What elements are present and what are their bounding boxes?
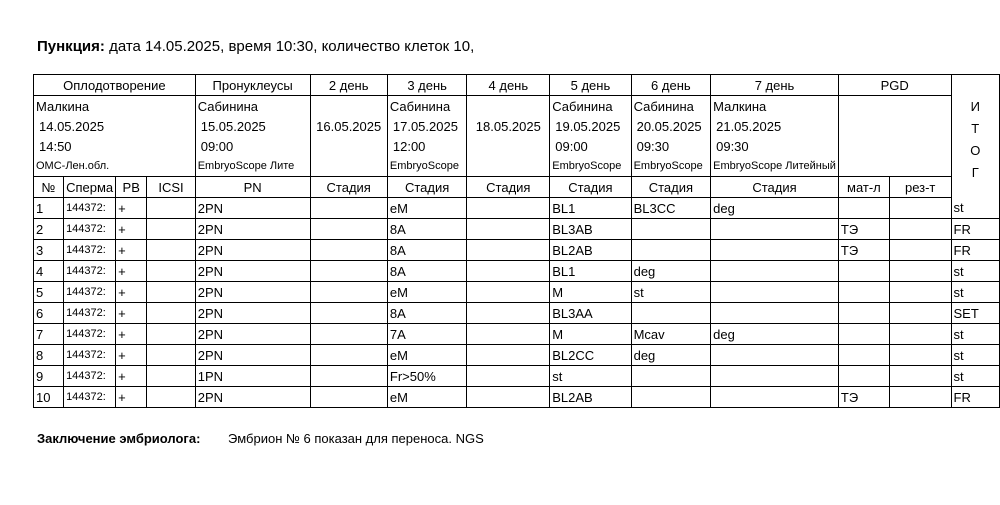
cell-d3: eM: [387, 345, 467, 366]
cell-n: 6: [34, 303, 64, 324]
puncture-header: [37, 38, 474, 55]
cell-sperm: 144372:: [64, 282, 116, 303]
info-place: [838, 156, 951, 177]
cell-d6: Mcav: [631, 324, 711, 345]
conclusion-text: Эмбрион № 6 показан для переноса. NGS: [228, 431, 484, 446]
cell-d4: [467, 198, 550, 219]
column-header: Сперма: [64, 177, 116, 198]
info-place: [467, 156, 550, 177]
cell-icsi: [147, 219, 195, 240]
conclusion-label: Заключение эмбриолога:: [37, 431, 201, 446]
cell-icsi: [147, 303, 195, 324]
cell-d4: [467, 240, 550, 261]
info-date: [838, 116, 951, 136]
cell-itog: SET: [951, 303, 999, 324]
cell-d4: [467, 366, 550, 387]
info-date: 17.05.2025: [387, 116, 467, 136]
cell-d5: BL3AB: [550, 219, 631, 240]
cell-d6: [631, 366, 711, 387]
cell-itog: FR: [951, 387, 999, 408]
cell-pb: +: [116, 240, 147, 261]
cell-mat: [838, 198, 889, 219]
cell-itog: st: [951, 345, 999, 366]
cell-d5: BL3AA: [550, 303, 631, 324]
info-name: [467, 96, 550, 117]
column-header: мат-л: [838, 177, 889, 198]
cell-pb: +: [116, 324, 147, 345]
info-place: EmbryoScope Лите: [195, 156, 310, 177]
info-date: 20.05.2025: [631, 116, 711, 136]
info-date: 15.05.2025: [195, 116, 310, 136]
cell-itog: FR: [951, 219, 999, 240]
info-date: 14.05.2025: [34, 116, 196, 136]
column-header: Стадия: [467, 177, 550, 198]
stage-header: 6 день: [631, 75, 711, 96]
itog-letter: Г: [971, 165, 979, 181]
cell-n: 2: [34, 219, 64, 240]
cell-mat: [838, 303, 889, 324]
column-header: Стадия: [310, 177, 387, 198]
cell-d7: deg: [711, 324, 839, 345]
info-date: 21.05.2025: [711, 116, 839, 136]
cell-d3: 8A: [387, 219, 467, 240]
info-time: 09:30: [631, 136, 711, 156]
info-time: 09:00: [550, 136, 631, 156]
cell-mat: [838, 261, 889, 282]
info-place: EmbryoScope Литейный: [711, 156, 839, 177]
cell-d5: BL2CC: [550, 345, 631, 366]
cell-sperm: 144372:: [64, 345, 116, 366]
cell-icsi: [147, 345, 195, 366]
cell-sperm: 144372:: [64, 240, 116, 261]
cell-pn: 2PN: [195, 198, 310, 219]
cell-d7: [711, 303, 839, 324]
cell-d4: [467, 345, 550, 366]
cell-sperm: 144372:: [64, 261, 116, 282]
cell-itog: st: [951, 324, 999, 345]
cell-d2: [310, 198, 387, 219]
cell-d6: [631, 303, 711, 324]
cell-d7: [711, 219, 839, 240]
cell-n: 1: [34, 198, 64, 219]
info-place: ОМС-Лен.обл.: [34, 156, 196, 177]
cell-sperm: 144372:: [64, 387, 116, 408]
cell-d4: [467, 219, 550, 240]
cell-d5: st: [550, 366, 631, 387]
info-date: 19.05.2025: [550, 116, 631, 136]
cell-mat: ТЭ: [838, 387, 889, 408]
table-row: [34, 282, 1000, 303]
stage-header: 2 день: [310, 75, 387, 96]
puncture-details: дата 14.05.2025, время 10:30, количество клеток 10,: [109, 38, 475, 55]
info-time: [310, 136, 387, 156]
cell-d6: deg: [631, 261, 711, 282]
cell-pn: 2PN: [195, 282, 310, 303]
info-name: [838, 96, 951, 117]
cell-pn: 2PN: [195, 345, 310, 366]
cell-d2: [310, 282, 387, 303]
cell-sperm: 144372:: [64, 198, 116, 219]
cell-d3: 7A: [387, 324, 467, 345]
cell-mat: ТЭ: [838, 219, 889, 240]
column-header: Стадия: [550, 177, 631, 198]
cell-d2: [310, 219, 387, 240]
cell-d6: [631, 240, 711, 261]
cell-d7: [711, 282, 839, 303]
cell-d6: [631, 219, 711, 240]
cell-pn: 2PN: [195, 303, 310, 324]
itog-letter: О: [970, 143, 981, 159]
stage-header: 4 день: [467, 75, 550, 96]
cell-pb: +: [116, 198, 147, 219]
cell-d2: [310, 324, 387, 345]
cell-d3: eM: [387, 282, 467, 303]
info-name: Сабинина: [387, 96, 467, 117]
cell-icsi: [147, 282, 195, 303]
column-header: рез-т: [889, 177, 951, 198]
cell-d2: [310, 303, 387, 324]
info-place: EmbryoScope: [550, 156, 631, 177]
info-name: [310, 96, 387, 117]
itog-letter: И: [970, 99, 980, 115]
column-header: Стадия: [387, 177, 467, 198]
table-row: [34, 303, 1000, 324]
table-row: [34, 261, 1000, 282]
cell-pb: +: [116, 387, 147, 408]
cell-pn: 2PN: [195, 387, 310, 408]
info-name: Сабинина: [550, 96, 631, 117]
cell-sperm: 144372:: [64, 366, 116, 387]
cell-icsi: [147, 366, 195, 387]
cell-rez: [889, 366, 951, 387]
cell-d7: [711, 345, 839, 366]
cell-d7: deg: [711, 198, 839, 219]
cell-d2: [310, 261, 387, 282]
cell-d5: BL1: [550, 198, 631, 219]
cell-itog: st: [951, 282, 999, 303]
cell-itog: st: [951, 366, 999, 387]
cell-rez: [889, 219, 951, 240]
cell-d2: [310, 387, 387, 408]
cell-icsi: [147, 198, 195, 219]
cell-d7: [711, 261, 839, 282]
info-place: [310, 156, 387, 177]
cell-d7: [711, 240, 839, 261]
cell-rez: [889, 303, 951, 324]
cell-pn: 2PN: [195, 261, 310, 282]
cell-pn: 2PN: [195, 324, 310, 345]
info-name: Малкина: [711, 96, 839, 117]
cell-n: 3: [34, 240, 64, 261]
table-row: [34, 240, 1000, 261]
cell-rez: [889, 282, 951, 303]
info-name: Сабинина: [631, 96, 711, 117]
cell-d2: [310, 240, 387, 261]
cell-d5: M: [550, 324, 631, 345]
cell-pb: +: [116, 345, 147, 366]
info-time: [467, 136, 550, 156]
cell-rez: [889, 345, 951, 366]
info-time: 12:00: [387, 136, 467, 156]
column-header: PB: [116, 177, 147, 198]
cell-icsi: [147, 387, 195, 408]
cell-sperm: 144372:: [64, 324, 116, 345]
embryologist-conclusion: [37, 431, 484, 446]
column-header: Стадия: [631, 177, 711, 198]
cell-rez: [889, 240, 951, 261]
info-place: EmbryoScope: [631, 156, 711, 177]
cell-d5: BL2AB: [550, 387, 631, 408]
info-name: Малкина: [34, 96, 196, 117]
table-row: [34, 366, 1000, 387]
table-row: [34, 198, 1000, 219]
cell-d5: BL1: [550, 261, 631, 282]
table-row: [34, 345, 1000, 366]
info-date: 18.05.2025: [467, 116, 550, 136]
cell-d4: [467, 282, 550, 303]
cell-n: 8: [34, 345, 64, 366]
cell-sperm: 144372:: [64, 219, 116, 240]
info-time: 09:30: [711, 136, 839, 156]
stage-header: 3 день: [387, 75, 467, 96]
cell-d3: eM: [387, 198, 467, 219]
cell-pb: +: [116, 303, 147, 324]
cell-n: 4: [34, 261, 64, 282]
cell-pb: +: [116, 282, 147, 303]
stage-header: Пронуклеусы: [195, 75, 310, 96]
cell-d4: [467, 303, 550, 324]
cell-itog: st: [951, 261, 999, 282]
cell-icsi: [147, 240, 195, 261]
cell-d4: [467, 324, 550, 345]
column-header: PN: [195, 177, 310, 198]
cell-pn: 2PN: [195, 240, 310, 261]
column-header: ICSI: [147, 177, 195, 198]
cell-d3: 8A: [387, 240, 467, 261]
cell-mat: [838, 366, 889, 387]
cell-itog: st: [951, 198, 999, 219]
cell-mat: ТЭ: [838, 240, 889, 261]
cell-d2: [310, 345, 387, 366]
info-place: EmbryoScope: [387, 156, 467, 177]
cell-d4: [467, 261, 550, 282]
stage-header: 5 день: [550, 75, 631, 96]
cell-n: 5: [34, 282, 64, 303]
cell-rez: [889, 387, 951, 408]
cell-mat: [838, 282, 889, 303]
cell-d3: Fr>50%: [387, 366, 467, 387]
embryo-table: [33, 74, 1000, 408]
cell-rez: [889, 198, 951, 219]
info-date: 16.05.2025: [310, 116, 387, 136]
cell-mat: [838, 324, 889, 345]
column-header: №: [34, 177, 64, 198]
cell-d3: eM: [387, 387, 467, 408]
itog-cell: [951, 75, 999, 198]
table-row: [34, 219, 1000, 240]
table-row: [34, 324, 1000, 345]
cell-pb: +: [116, 219, 147, 240]
table-row: [34, 387, 1000, 408]
cell-pn: 1PN: [195, 366, 310, 387]
column-header: Стадия: [711, 177, 839, 198]
cell-rez: [889, 261, 951, 282]
cell-sperm: 144372:: [64, 303, 116, 324]
cell-d7: [711, 366, 839, 387]
cell-d4: [467, 387, 550, 408]
stage-header: PGD: [838, 75, 951, 96]
cell-d2: [310, 366, 387, 387]
stage-header: Оплодотворение: [34, 75, 196, 96]
cell-d7: [711, 387, 839, 408]
cell-icsi: [147, 324, 195, 345]
cell-d6: [631, 387, 711, 408]
cell-rez: [889, 324, 951, 345]
cell-n: 9: [34, 366, 64, 387]
cell-n: 10: [34, 387, 64, 408]
cell-icsi: [147, 261, 195, 282]
info-name: Сабинина: [195, 96, 310, 117]
cell-d5: BL2AB: [550, 240, 631, 261]
puncture-label: Пункция:: [37, 38, 105, 55]
cell-pb: +: [116, 261, 147, 282]
cell-d6: deg: [631, 345, 711, 366]
cell-mat: [838, 345, 889, 366]
cell-d6: BL3CC: [631, 198, 711, 219]
info-time: 14:50: [34, 136, 196, 156]
info-time: [838, 136, 951, 156]
cell-itog: FR: [951, 240, 999, 261]
stage-header: 7 день: [711, 75, 839, 96]
cell-pb: +: [116, 366, 147, 387]
cell-pn: 2PN: [195, 219, 310, 240]
cell-d6: st: [631, 282, 711, 303]
itog-letter: Т: [971, 121, 980, 137]
cell-d3: 8A: [387, 261, 467, 282]
cell-d5: M: [550, 282, 631, 303]
info-time: 09:00: [195, 136, 310, 156]
cell-d3: 8A: [387, 303, 467, 324]
cell-n: 7: [34, 324, 64, 345]
